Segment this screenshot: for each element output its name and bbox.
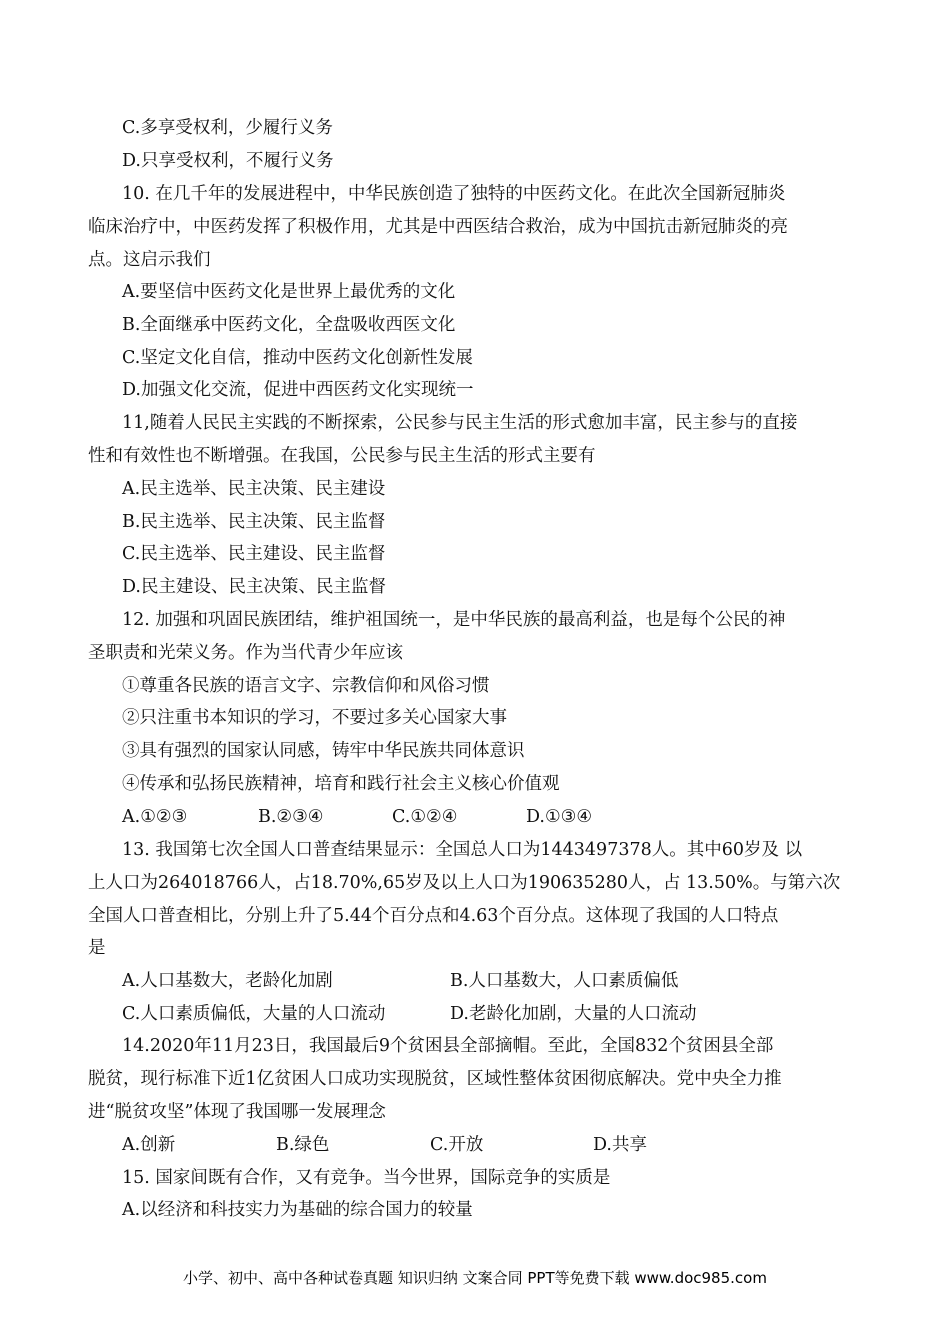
q11-stem-line-2: 性和有效性也不断增强。在我国，公民参与民主生活的形式主要有	[88, 446, 596, 466]
q10-option-c: C.坚定文化自信，推动中医药文化创新性发展	[122, 348, 473, 368]
q12-option-b: B.②③④	[258, 807, 324, 827]
q11-option-b: B.民主选举、民主决策、民主监督	[122, 512, 386, 532]
q12-stem-line-1: 12. 加强和巩固民族团结，维护祖国统一，是中华民族的最高利益，也是每个公民的神	[122, 610, 786, 630]
q14-option-a: A.创新	[122, 1135, 176, 1155]
q12-option-a: A.①②③	[122, 807, 188, 827]
q13-stem-line-3: 全国人口普查相比，分别上升了5.44个百分点和4.63个百分点。这体现了我国的人口特点	[88, 906, 779, 926]
q10-stem-line-1: 10. 在几千年的发展进程中，中华民族创造了独特的中医药文化。在此次全国新冠肺炎	[122, 184, 786, 204]
q10-option-b: B.全面继承中医药文化，全盘吸收西医文化	[122, 315, 456, 335]
q15-option-a: A.以经济和科技实力为基础的综合国力的较量	[122, 1200, 473, 1220]
q14-stem-line-2: 脱贫，现行标准下近1亿贫困人口成功实现脱贫，区域性整体贫困彻底解决。党中央全力推	[88, 1069, 782, 1089]
q11-stem-line-1: 11,随着人民民主实践的不断探索，公民参与民主生活的形式愈加丰富，民主参与的直接	[122, 413, 798, 433]
q13-option-c: C.人口素质偏低，大量的人口流动	[122, 1004, 386, 1024]
q11-option-a: A.民主选举、民主决策、民主建设	[122, 479, 386, 499]
q13-option-d: D.老龄化加剧，大量的人口流动	[450, 1004, 697, 1024]
q10-option-a: A.要坚信中医药文化是世界上最优秀的文化	[122, 282, 456, 302]
q12-option-c: C.①②④	[392, 807, 458, 827]
q11-option-d: D.民主建设、民主决策、民主监督	[122, 577, 386, 597]
q14-stem-line-1: 14.2020年11月23日，我国最后9个贫困县全部摘帽。至此，全国832个贫困县全部	[122, 1036, 774, 1056]
q14-stem-line-3: 进“脱贫攻坚”体现了我国哪一发展理念	[88, 1102, 386, 1122]
q12-option-d: D.①③④	[526, 807, 593, 827]
q13-stem-line-1: 13. 我国第七次全国人口普查结果显示：全国总人口为1443497378人。其中60岁及 以	[122, 840, 803, 860]
q12-statement-2: ②只注重书本知识的学习，不要过多关心国家大事	[122, 708, 507, 728]
q10-option-d: D.加强文化交流，促进中西医药文化实现统一	[122, 380, 474, 400]
q10-stem-line-3: 点。这启示我们	[88, 250, 211, 270]
q9-option-c: C.多享受权利，少履行义务	[122, 118, 333, 138]
q13-stem-line-4: 是	[88, 938, 106, 958]
q14-option-c: C.开放	[430, 1135, 484, 1155]
q12-stem-line-2: 圣职责和光荣义务。作为当代青少年应该	[88, 643, 403, 663]
q10-stem-line-2: 临床治疗中，中医药发挥了积极作用，尤其是中西医结合救治，成为中国抗击新冠肺炎的亮	[88, 217, 788, 237]
q15-stem-line-1: 15. 国家间既有合作，又有竞争。当今世界，国际竞争的实质是	[122, 1168, 611, 1188]
q12-statement-4: ④传承和弘扬民族精神，培育和践行社会主义核心价值观	[122, 774, 560, 794]
q12-statement-3: ③具有强烈的国家认同感，铸牢中华民族共同体意识	[122, 741, 525, 761]
q14-option-d: D.共享	[593, 1135, 647, 1155]
q11-option-c: C.民主选举、民主建设、民主监督	[122, 544, 386, 564]
q14-option-b: B.绿色	[276, 1135, 330, 1155]
q13-option-a: A.人口基数大，老龄化加剧	[122, 971, 333, 991]
q12-statement-1: ①尊重各民族的语言文字、宗教信仰和风俗习惯	[122, 676, 490, 696]
q13-option-b: B.人口基数大，人口素质偏低	[450, 971, 679, 991]
q9-option-d: D.只享受权利，不履行义务	[122, 151, 334, 171]
page-footer: 小学、初中、高中各种试卷真题 知识归纳 文案合同 PPT等免费下载 www.doc985.com	[183, 1269, 767, 1287]
q13-stem-line-2: 上人口为264018766人，占18.70%,65岁及以上人口为190635280人，占 13.50%。与第六次	[88, 873, 841, 893]
